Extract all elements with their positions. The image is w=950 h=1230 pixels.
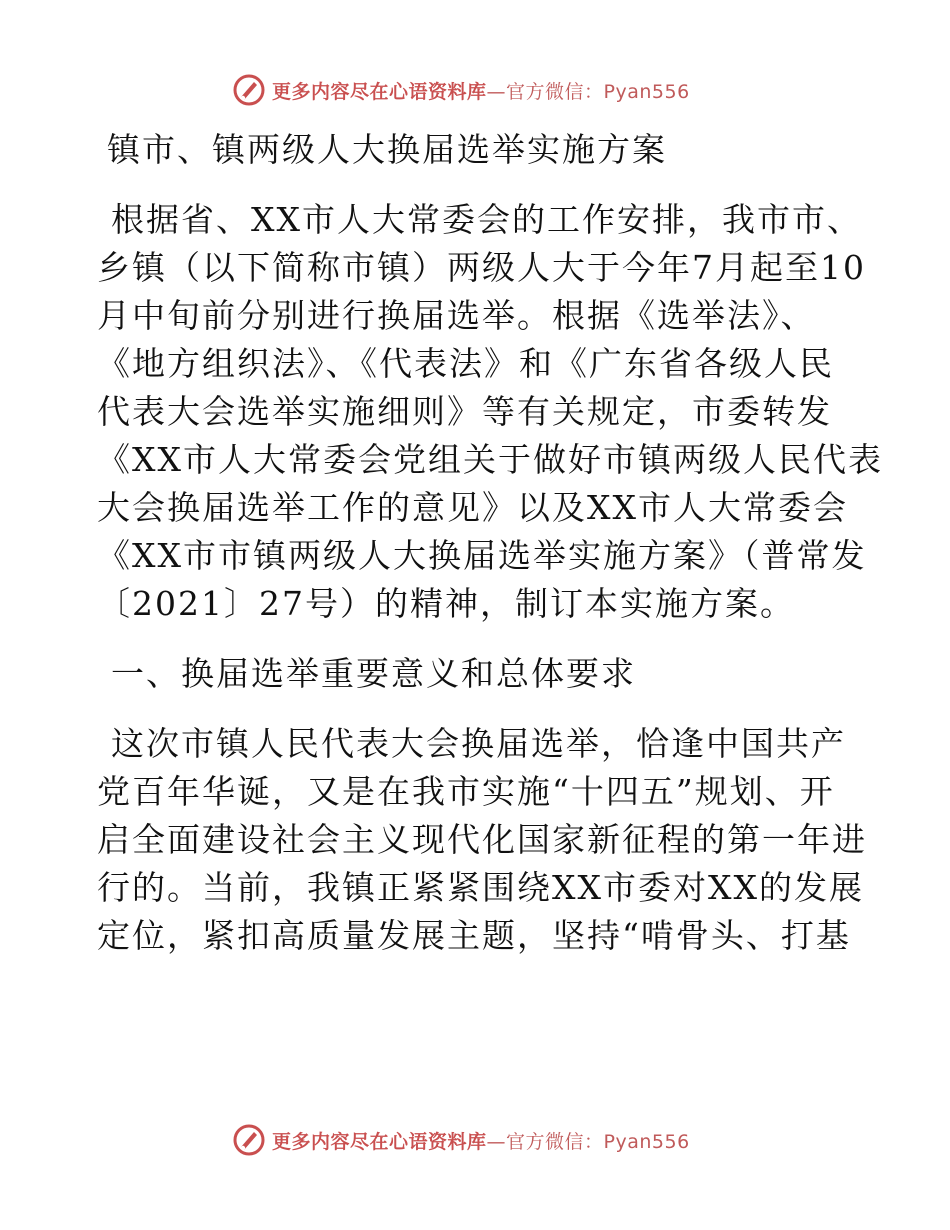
paragraph-line: 行的。当前，我镇正紧紧围绕XX市委对XX的发展 <box>97 868 864 907</box>
paragraph-line: 启全面建设社会主义现代化国家新征程的第一年进 <box>97 820 867 859</box>
paragraph-line: 月中旬前分别进行换届选举。根据《选举法》、 <box>97 296 816 335</box>
paragraph-line: 根据省、XX市人大常委会的工作安排，我市市、 <box>111 200 862 239</box>
section-heading: 一、换届选举重要意义和总体要求 <box>111 654 636 693</box>
document-body <box>97 118 883 960</box>
quill-circle-icon <box>232 1123 266 1157</box>
paragraph-line: 〔2021〕27号）的精神，制订本实施方案。 <box>97 584 795 623</box>
paragraph-section1 <box>97 720 867 960</box>
paragraph-line: 《XX市市镇两级人大换届选举实施方案》（普常发 <box>97 536 867 575</box>
watermark-footer <box>232 1122 752 1158</box>
paragraph-line: 这次市镇人民代表大会换届选举，恰逢中国共产 <box>111 724 846 763</box>
paragraph-line: 定位，紧扣高质量发展主题，坚持“啃骨头、打基 <box>97 916 851 955</box>
paragraph-line: 《地方组织法》、《代表法》和《广东省各级人民 <box>97 344 834 383</box>
paragraph-line: 乡镇（以下简称市镇）两级人大于今年7月起至10 <box>97 248 866 287</box>
quill-circle-icon <box>232 73 266 107</box>
watermark-header <box>232 72 752 108</box>
watermark-text: 更多内容尽在心语资料库—官方微信：Pyan556 <box>272 80 690 103</box>
document-title: 镇市、镇两级人大换届选举实施方案 <box>107 130 667 169</box>
paragraph-line: 大会换届选举工作的意见》以及XX市人大常委会 <box>97 488 848 527</box>
paragraph-intro <box>97 196 883 628</box>
paragraph-line: 党百年华诞，又是在我市实施“十四五”规划、开 <box>97 772 835 811</box>
paragraph-line: 《XX市人大常委会党组关于做好市镇两级人民代表 <box>97 440 883 479</box>
paragraph-line: 代表大会选举实施细则》等有关规定，市委转发 <box>97 392 832 431</box>
watermark-text: 更多内容尽在心语资料库—官方微信：Pyan556 <box>272 1130 690 1153</box>
